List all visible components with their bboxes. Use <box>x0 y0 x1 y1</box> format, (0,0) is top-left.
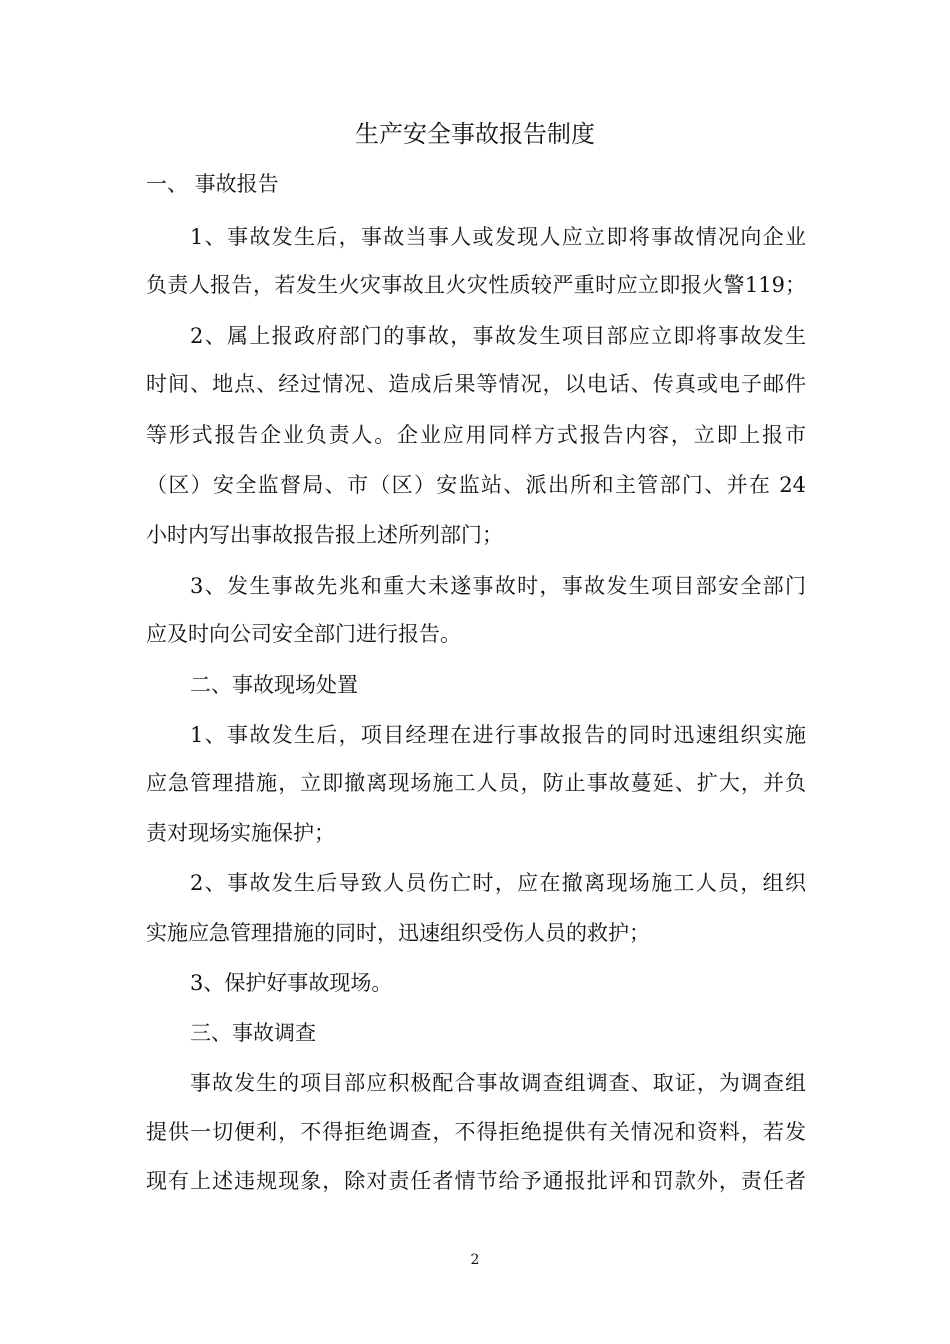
paragraph-line: 现有上述违规现象，除对责任者情节给予通报批评和罚款外，责任者 <box>146 1169 806 1193</box>
section-heading-investigation: 三、事故调查 <box>190 1021 316 1045</box>
paragraph-line: 实施应急管理措施的同时，迅速组织受伤人员的救护； <box>146 921 650 945</box>
paragraph-line: 等形式报告企业负责人。企业应用同样方式报告内容，立即上报市 <box>146 423 806 447</box>
paragraph-line: 1、事故发生后，项目经理在进行事故报告的同时迅速组织实施 <box>190 723 806 747</box>
paragraph-line: 时间、地点、经过情况、造成后果等情况，以电话、传真或电子邮件 <box>146 372 806 396</box>
paragraph-line: 提供一切便利，不得拒绝调查，不得拒绝提供有关情况和资料，若发 <box>146 1120 806 1144</box>
paragraph-line: 责对现场实施保护； <box>146 821 335 845</box>
section-heading-report: 一、 事故报告 <box>146 172 279 196</box>
paragraph-line: 负责人报告，若发生火灾事故且火灾性质较严重时应立即报火警119； <box>146 273 806 297</box>
paragraph-line: 事故发生的项目部应积极配合事故调查组调查、取证，为调查组 <box>190 1071 806 1095</box>
paragraph-line: （区）安全监督局、市（区）安监站、派出所和主管部门、并在 24 <box>146 473 806 497</box>
page-number: 2 <box>470 1252 480 1268</box>
paragraph-line: 小时内写出事故报告报上述所列部门； <box>146 523 503 547</box>
section-heading-scene: 二、事故现场处置 <box>190 673 358 697</box>
paragraph-line: 2、事故发生后导致人员伤亡时，应在撤离现场施工人员，组织 <box>190 871 806 895</box>
paragraph-line: 3、发生事故先兆和重大未遂事故时，事故发生项目部安全部门 <box>190 574 806 598</box>
paragraph-line: 应及时向公司安全部门进行报告。 <box>146 622 461 646</box>
paragraph-line: 应急管理措施，立即撤离现场施工人员，防止事故蔓延、扩大，并负 <box>146 771 806 795</box>
paragraph-line: 1、事故发生后，事故当事人或发现人应立即将事故情况向企业 <box>190 225 806 249</box>
paragraph-line: 3、保护好事故现场。 <box>190 971 393 995</box>
document-title: 生产安全事故报告制度 <box>355 120 595 148</box>
paragraph-line: 2、属上报政府部门的事故，事故发生项目部应立即将事故发生 <box>190 324 806 348</box>
